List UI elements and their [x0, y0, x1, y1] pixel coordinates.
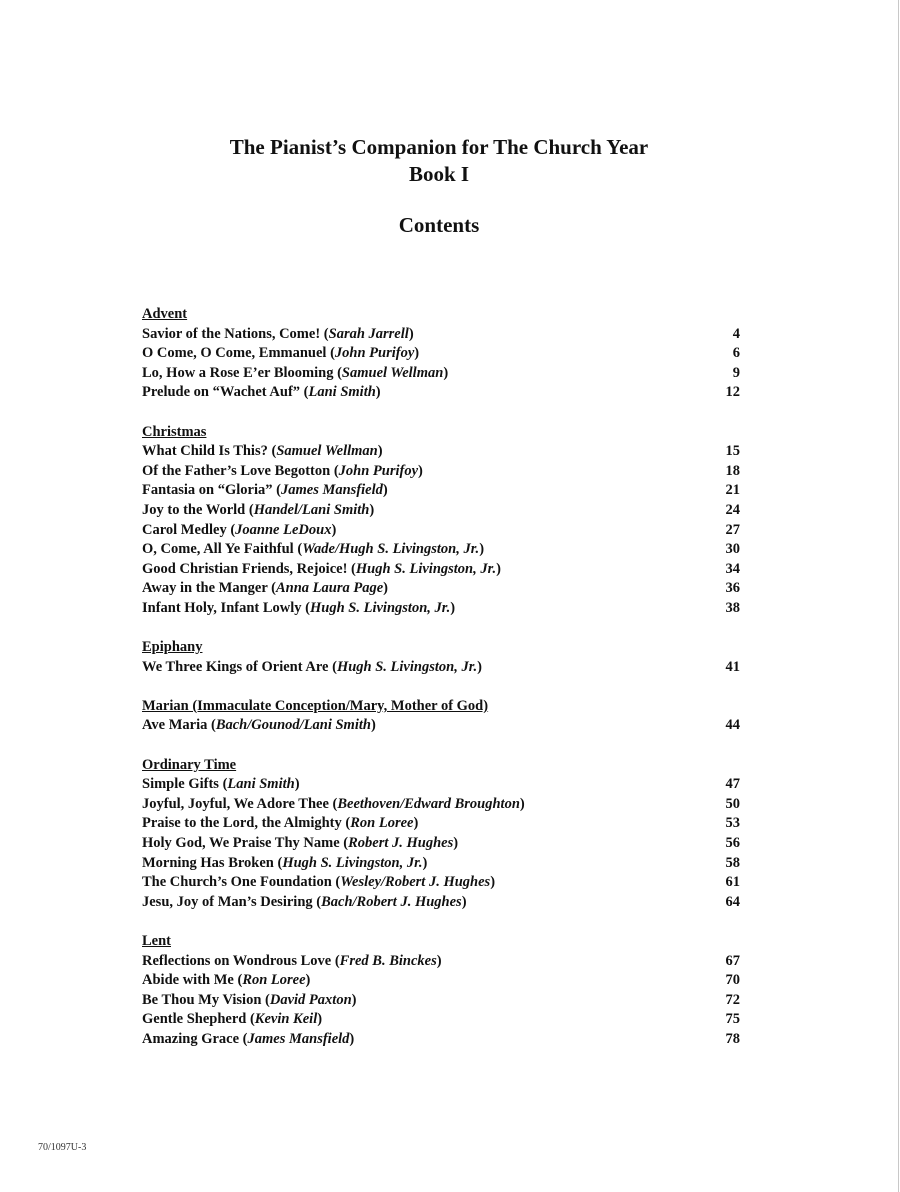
song-composer: Wade/Hugh S. Livingston, Jr.	[302, 541, 480, 558]
page-number: 78	[725, 1030, 740, 1047]
entry-text	[142, 364, 448, 384]
entry-text	[142, 540, 484, 560]
song-title: Joy to the World	[142, 501, 249, 518]
paren: (	[316, 893, 322, 910]
song-title: What Child Is This?	[142, 443, 272, 460]
entry-text	[142, 1010, 322, 1030]
song-composer: Bach/Gounod/Lani Smith	[215, 717, 371, 734]
page-number: 9	[732, 364, 740, 381]
entry-text	[142, 344, 419, 364]
page-number: 6	[732, 345, 740, 362]
entry-text	[142, 462, 423, 482]
song-title: Infant Holy, Infant Lowly	[142, 599, 306, 616]
section-heading: Advent	[142, 306, 188, 322]
paren: )	[422, 854, 428, 871]
paren: (	[323, 325, 329, 342]
song-composer: Sarah Jarrell	[328, 325, 409, 342]
song-composer: Ron Loree	[242, 972, 306, 989]
page-number: 67	[725, 952, 740, 969]
toc-section	[142, 423, 740, 619]
paren: (	[276, 482, 281, 499]
song-title: O, Come, All Ye Faithful	[142, 541, 298, 558]
paren: )	[490, 874, 496, 891]
paren: )	[496, 560, 501, 577]
paren: )	[413, 815, 419, 832]
entry-text	[142, 579, 388, 599]
song-title: Fantasia on “Gloria”	[142, 482, 277, 499]
entry-text	[142, 501, 374, 521]
toc-entry	[142, 383, 740, 403]
paren: )	[305, 972, 311, 989]
toc-entry	[142, 814, 740, 834]
paren: (	[222, 776, 228, 793]
toc-entry	[142, 442, 740, 462]
page-number: 70	[725, 972, 740, 989]
song-composer: John Purifoy	[334, 345, 415, 362]
paren: )	[519, 795, 525, 812]
song-title: Morning Has Broken	[142, 854, 278, 871]
toc-entry	[142, 344, 740, 364]
song-composer: Hugh S. Livingston, Jr.	[336, 658, 478, 675]
song-composer: Hugh S. Livingston, Jr.	[310, 599, 451, 616]
paren: (	[265, 991, 270, 1008]
song-title: Holy God, We Praise Thy Name	[142, 835, 344, 852]
song-composer: David Paxton	[269, 991, 352, 1008]
entry-text	[142, 383, 381, 403]
page-number: 21	[725, 482, 740, 499]
paren: )	[443, 364, 449, 381]
paren: (	[345, 815, 351, 832]
song-title: Away in the Manger	[142, 580, 272, 597]
paren: (	[277, 854, 283, 871]
toc-section	[142, 932, 740, 1050]
page-number: 47	[725, 776, 740, 793]
paren: )	[317, 1011, 323, 1028]
paren: (	[332, 795, 338, 812]
song-composer: Handel/Lani Smith	[253, 501, 370, 518]
paren: (	[242, 1030, 248, 1047]
paren: )	[369, 501, 375, 518]
entry-text	[142, 873, 495, 893]
entry-text	[142, 521, 336, 541]
song-title: Ave Maria	[142, 717, 211, 734]
song-title: Of the Father’s Love Begotton	[142, 462, 334, 479]
paren: (	[332, 658, 337, 675]
song-title: Gentle Shepherd	[142, 1011, 250, 1028]
song-title: We Three Kings of Orient Are	[142, 658, 333, 675]
paren: )	[408, 325, 414, 342]
entry-text	[142, 991, 356, 1011]
page-number: 53	[725, 815, 740, 832]
paren: (	[249, 1011, 255, 1028]
toc-entry	[142, 501, 740, 521]
section-heading: Epiphany	[142, 639, 203, 656]
toc-entry	[142, 854, 740, 874]
toc-entry	[142, 599, 740, 619]
paren: )	[479, 541, 485, 558]
paren: (	[334, 952, 340, 969]
toc-entry	[142, 1010, 740, 1030]
page-edge	[898, 0, 899, 1192]
paren: )	[418, 462, 423, 479]
toc-entry	[142, 579, 740, 599]
entry-text	[142, 599, 455, 619]
toc-entry	[142, 1030, 740, 1050]
toc-entry	[142, 481, 740, 501]
entry-text	[142, 716, 376, 736]
toc-entry	[142, 991, 740, 1011]
section-heading: Lent	[142, 933, 171, 949]
toc-entry	[142, 658, 740, 678]
page-number: 41	[725, 658, 740, 675]
entry-text	[142, 481, 388, 501]
page-number: 18	[725, 462, 740, 479]
paren: )	[375, 384, 381, 401]
section-heading: Christmas	[142, 423, 207, 440]
song-composer: Samuel Wellman	[276, 443, 378, 460]
page-number: 64	[725, 893, 740, 910]
song-composer: Anna Laura Page	[276, 580, 384, 597]
contents-heading: Contents	[398, 213, 480, 237]
page-number: 75	[725, 1011, 740, 1028]
section-heading: Marian (Immaculate Conception/Mary, Mother of God)	[142, 697, 489, 714]
toc-entry	[142, 775, 740, 795]
song-title: Be Thou My Vision	[142, 991, 266, 1008]
paren: (	[237, 972, 243, 989]
page-number: 15	[725, 443, 740, 460]
paren: (	[230, 521, 236, 538]
song-title: Abide with Me	[142, 972, 238, 989]
entry-text	[142, 893, 467, 913]
book-title: The Pianist’s Companion for The Church Year	[229, 135, 649, 159]
page-number: 56	[725, 835, 740, 852]
entry-text	[142, 1030, 354, 1050]
paren: (	[305, 599, 311, 616]
entry-text	[142, 795, 525, 815]
entry-text	[142, 814, 418, 834]
song-composer: Beethoven/Edward Broughton	[337, 795, 520, 812]
toc-entry	[142, 540, 740, 560]
song-composer: Robert J. Hughes	[348, 835, 454, 852]
song-composer: Bach/Robert J. Hughes	[321, 893, 462, 910]
entry-text	[142, 325, 414, 345]
paren: )	[450, 599, 456, 616]
toc-entry	[142, 521, 740, 541]
song-title: Praise to the Lord, the Almighty	[142, 815, 346, 832]
song-composer: Fred B. Binckes	[339, 952, 437, 969]
song-composer: James Mansfield	[280, 482, 383, 499]
paren: )	[383, 580, 389, 597]
page-number: 58	[725, 854, 740, 871]
page-number: 38	[725, 599, 740, 616]
paren: (	[333, 462, 339, 479]
paren: (	[337, 364, 342, 381]
paren: )	[294, 776, 300, 793]
song-composer: Joanne LeDoux	[235, 521, 332, 538]
song-composer: James Mansfield	[247, 1030, 350, 1047]
entry-text	[142, 834, 458, 854]
paren: (	[210, 717, 216, 734]
song-title: Prelude on “Wachet Auf”	[142, 384, 304, 401]
song-title: The Church’s One Foundation	[142, 874, 336, 891]
toc-entry	[142, 893, 740, 913]
entry-text	[142, 971, 310, 991]
page-number: 4	[732, 325, 740, 342]
paren: (	[271, 443, 277, 460]
entry-text	[142, 658, 482, 678]
paren: )	[414, 345, 420, 362]
song-title: Joyful, Joyful, We Adore Thee	[142, 795, 333, 812]
book-subtitle: Book I	[408, 162, 470, 186]
page-number: 34	[725, 560, 740, 577]
paren: (	[297, 541, 303, 558]
toc-section	[142, 638, 740, 677]
entry-text	[142, 854, 427, 874]
table-of-contents	[142, 305, 740, 1069]
song-title: Jesu, Joy of Man’s Desiring	[142, 893, 317, 910]
song-composer: Ron Loree	[350, 815, 414, 832]
toc-section	[142, 697, 740, 736]
catalog-code: 70/1097U-3	[38, 1142, 87, 1153]
paren: (	[303, 384, 309, 401]
entry-text	[142, 775, 300, 795]
song-composer: Kevin Keil	[254, 1011, 318, 1028]
toc-entry	[142, 560, 740, 580]
song-composer: Lani Smith	[227, 776, 295, 793]
page-number: 12	[725, 384, 740, 401]
paren: )	[377, 443, 383, 460]
paren: )	[349, 1030, 355, 1047]
page-number: 27	[725, 521, 740, 538]
page-number: 72	[725, 991, 740, 1008]
toc-entry	[142, 462, 740, 482]
paren: )	[477, 658, 483, 675]
paren: )	[351, 991, 357, 1008]
toc-entry	[142, 971, 740, 991]
paren: (	[351, 560, 356, 577]
paren: (	[248, 501, 254, 518]
paren: )	[461, 893, 467, 910]
toc-entry	[142, 795, 740, 815]
toc-entry	[142, 952, 740, 972]
page-number: 36	[725, 580, 740, 597]
page-number: 50	[725, 795, 740, 812]
page-number: 30	[725, 541, 740, 558]
toc-entry	[142, 325, 740, 345]
song-composer: John Purifoy	[338, 462, 419, 479]
entry-text	[142, 952, 442, 972]
toc-entry	[142, 364, 740, 384]
song-composer: Samuel Wellman	[341, 364, 444, 381]
song-composer: Lani Smith	[308, 384, 376, 401]
song-title: Simple Gifts	[142, 776, 223, 793]
entry-text	[142, 442, 383, 462]
paren: )	[331, 521, 337, 538]
song-composer: Hugh S. Livingston, Jr.	[355, 560, 497, 577]
toc-entry	[142, 873, 740, 893]
section-heading: Ordinary Time	[142, 756, 237, 773]
paren: )	[453, 835, 459, 852]
page-number: 24	[725, 501, 740, 518]
song-title: Good Christian Friends, Rejoice!	[142, 560, 352, 577]
song-title: Reflections on Wondrous Love	[142, 952, 335, 969]
entry-text	[142, 560, 501, 580]
page-number: 44	[725, 717, 740, 734]
paren: )	[382, 482, 388, 499]
toc-entry	[142, 834, 740, 854]
toc-section	[142, 305, 740, 403]
paren: (	[335, 874, 341, 891]
song-composer: Hugh S. Livingston, Jr.	[282, 854, 423, 871]
paren: (	[343, 835, 349, 852]
title-block	[0, 133, 878, 187]
toc-section	[142, 756, 740, 913]
toc-entry	[142, 716, 740, 736]
paren: (	[271, 580, 276, 597]
page-number: 61	[725, 874, 740, 891]
paren: )	[436, 952, 442, 969]
paren: )	[370, 717, 376, 734]
song-title: O Come, O Come, Emmanuel	[142, 345, 331, 362]
song-title: Amazing Grace	[142, 1030, 243, 1047]
song-title: Carol Medley	[142, 521, 231, 538]
song-composer: Wesley/Robert J. Hughes	[340, 874, 491, 891]
song-title: Lo, How a Rose E’er Blooming	[142, 364, 338, 381]
paren: (	[330, 345, 335, 362]
song-title: Savior of the Nations, Come!	[142, 325, 324, 342]
